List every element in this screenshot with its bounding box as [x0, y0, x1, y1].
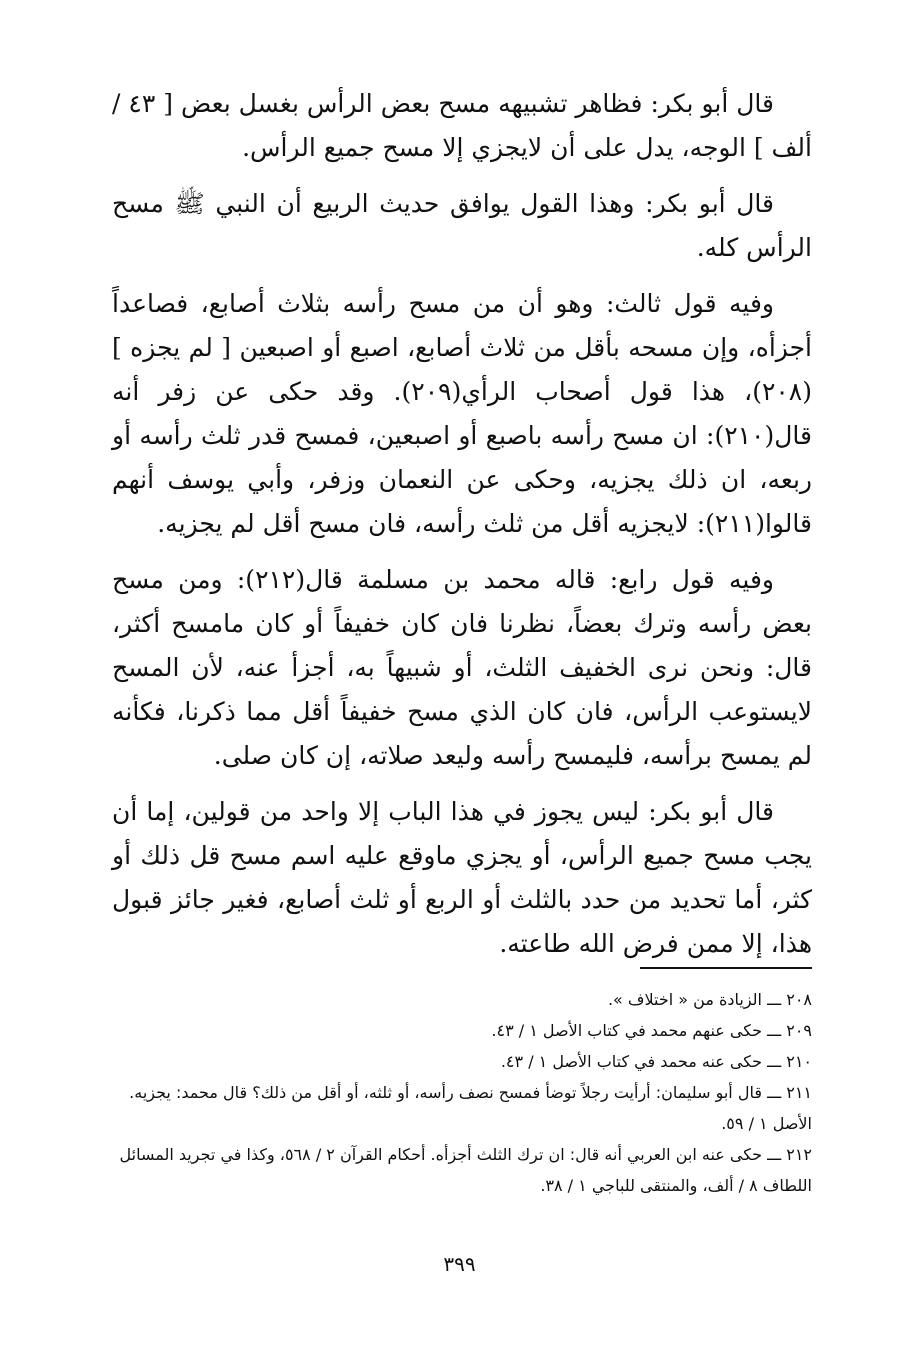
paragraph-2: قال أبو بكر: وهذا القول يوافق حديث الربيع أن النبي ﷺ مسح الرأس كله. — [112, 189, 812, 262]
footnote-209: ٢٠٩ ـــ حكى عنهم محمد في كتاب الأصل ١ / ٤٣. — [491, 1021, 812, 1040]
paragraph-5: قال أبو بكر: ليس يجوز في هذا الباب إلا واحد من قولين، إما أن يجب مسح جميع الرأس، أو يجزي ماوقع عليه اسم مسح قل ذلك أو كثر، أما تحديد من حدد بالثلث أو الربع أو ثلث أصابع، فغير جائز قبول هذا، إلا ممن فرض الله طاعته. — [112, 797, 812, 958]
footnote-211: ٢١١ ـــ قال أبو سليمان: أرأيت رجلاً توضأ فمسح نصف رأسه، أو ثلثه، أو أقل من ذلك؟ قال محمد: يجزيه. الأصل ١ / ٥٩. — [129, 1083, 812, 1133]
page-number: ٣٩٩ — [443, 1252, 476, 1276]
footnote-divider — [640, 967, 812, 969]
footnote-212: ٢١٢ ـــ حكى عنه ابن العربي أنه قال: ان ترك الثلث أجزأه. أحكام القرآن ٢ / ٥٦٨، وكذا في تجريد المسائل اللطاف ٨ / ألف، والمنتقى للباجي ١ / ٣٨. — [119, 1145, 812, 1195]
footnote-210: ٢١٠ ـــ حكى عنه محمد في كتاب الأصل ١ / ٤٣. — [500, 1052, 812, 1071]
footnote-208: ٢٠٨ ـــ الزيادة من « اختلاف ». — [607, 990, 812, 1009]
paragraph-4: وفيه قول رابع: قاله محمد بن مسلمة قال(٢١٢): ومن مسح بعض رأسه وترك بعضاً، نظرنا فان كان خفيفاً أو كان مامسح أكثر، قال: ونحن نرى الخفيف الثلث، أو شبيهاً به، أجزأ عنه، لأن المسح لايستوعب الرأس، فان كان الذي مسح خفيفاً أقل مما ذكرنا، فكأنه لم يمسح برأسه، فليمسح رأسه وليعد صلاته، إن كان صلى. — [112, 565, 812, 770]
paragraph-3: وفيه قول ثالث: وهو أن من مسح رأسه بثلاث أصابع، فصاعداً أجزأه، وإن مسحه بأقل من ثلاث أصابع، اصبع أو اصبعين [ لم يجزه ](٢٠٨)، هذا قول أصحاب الرأي(٢٠٩). وقد حكى عن زفر أنه قال(٢١٠): ان مسح رأسه باصبع أو اصبعين، فمسح قدر ثلث رأسه أو ربعه، ان ذلك يجزيه، وحكى عن النعمان وزفر، وأبي يوسف أنهم قالوا(٢١١): لايجزيه أقل من ثلث رأسه، فان مسح أقل لم يجزيه. — [112, 289, 813, 538]
footnotes — [112, 984, 812, 1201]
paragraph-1: قال أبو بكر: فظاهر تشبيهه مسح بعض الرأس بغسل بعض [ ٤٣ / ألف ] الوجه، يدل على أن لايجزي إلا مسح جميع الرأس. — [112, 89, 812, 162]
main-text — [112, 82, 812, 978]
